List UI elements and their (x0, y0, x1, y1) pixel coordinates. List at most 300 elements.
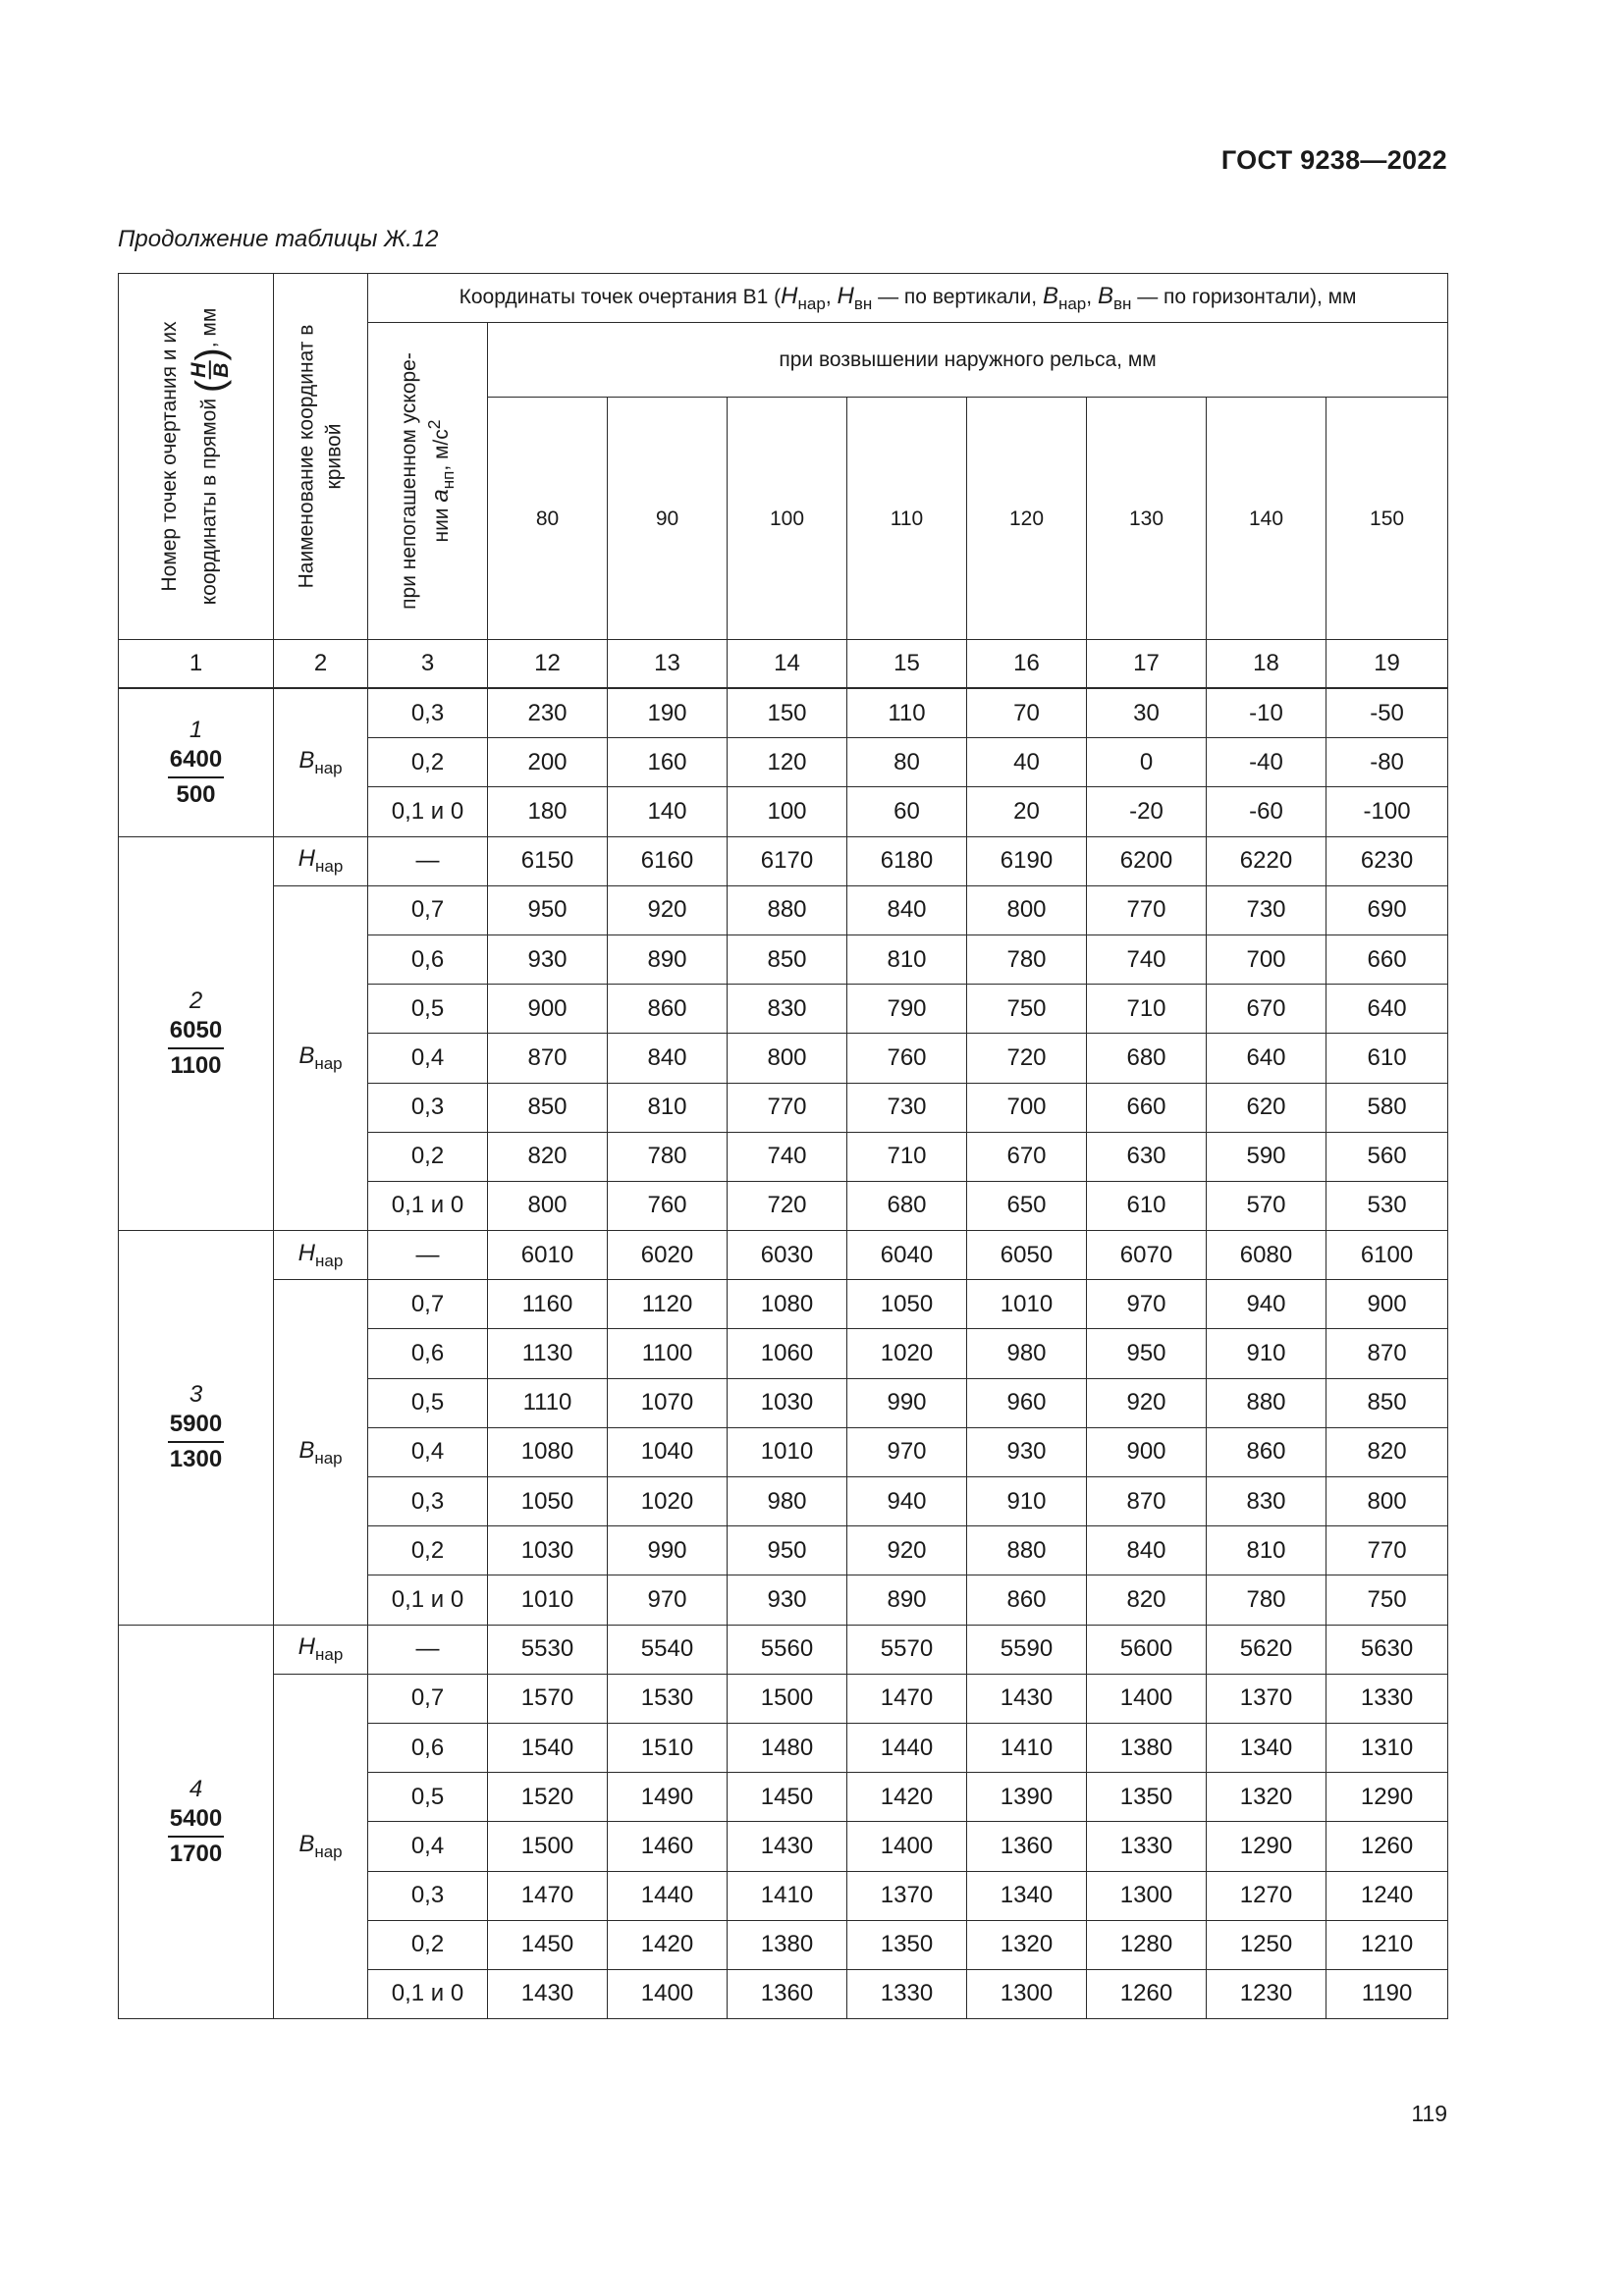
acceleration-cell: 0,3 (368, 1871, 488, 1920)
value-cell: 720 (728, 1181, 847, 1230)
coordinate-symbol (298, 845, 344, 877)
value-cell: 30 (1087, 689, 1207, 738)
value-cell: 920 (1087, 1378, 1207, 1427)
value-cell: 1260 (1087, 1969, 1207, 2018)
point-cell (119, 1231, 274, 1626)
value-cell: 5530 (488, 1625, 608, 1674)
value-cell: -60 (1207, 787, 1326, 836)
point-h-value: 6400 (168, 745, 224, 778)
value-cell: 530 (1326, 1181, 1448, 1230)
value-cell: 1430 (967, 1674, 1087, 1723)
value-cell: 1450 (728, 1773, 847, 1822)
value-cell: 870 (488, 1034, 608, 1083)
table-row (119, 836, 1448, 885)
value-cell: 800 (1326, 1477, 1448, 1526)
value-cell: 860 (608, 985, 728, 1034)
value-cell: 670 (967, 1132, 1087, 1181)
value-cell: 1330 (1087, 1822, 1207, 1871)
value-cell: 1120 (608, 1280, 728, 1329)
value-cell: 980 (967, 1329, 1087, 1378)
value-cell: 6230 (1326, 836, 1448, 885)
value-cell: 760 (608, 1181, 728, 1230)
value-cell: 1070 (608, 1378, 728, 1427)
acceleration-cell: 0,1 и 0 (368, 787, 488, 836)
acceleration-cell: — (368, 836, 488, 885)
table-row (119, 1231, 1448, 1280)
value-cell: 880 (1207, 1378, 1326, 1427)
value-cell: 1420 (608, 1920, 728, 1969)
value-cell: 840 (608, 1034, 728, 1083)
point-h-value: 5900 (168, 1410, 224, 1443)
acceleration-cell: 0,2 (368, 1526, 488, 1575)
value-cell: 770 (1326, 1526, 1448, 1575)
coordinate-letter: H (298, 845, 316, 873)
value-cell: 860 (967, 1575, 1087, 1625)
coordinate-label (274, 1625, 368, 1674)
page-number: 119 (1411, 2101, 1447, 2126)
coordinate-letter: B (298, 746, 315, 774)
coordinate-subscript: нар (315, 857, 344, 877)
coordinate-letter: B (298, 1831, 315, 1857)
value-cell: 620 (1207, 1083, 1326, 1132)
header-elevation-value: 140 (1207, 398, 1326, 640)
value-cell: 780 (608, 1132, 728, 1181)
value-cell: 1210 (1326, 1920, 1448, 1969)
value-cell: 1010 (967, 1280, 1087, 1329)
column-number: 15 (847, 640, 967, 688)
header-elevation-value: 150 (1326, 398, 1448, 640)
value-cell: 5540 (608, 1625, 728, 1674)
value-cell: 1100 (608, 1329, 728, 1378)
value-cell: 1160 (488, 1280, 608, 1329)
value-cell: 1300 (967, 1969, 1087, 2018)
value-cell: 6150 (488, 836, 608, 885)
value-cell: 960 (967, 1378, 1087, 1427)
coordinate-symbol (298, 1633, 344, 1665)
value-cell: 580 (1326, 1083, 1448, 1132)
coordinate-subscript: нар (315, 1645, 344, 1665)
value-cell: 950 (1087, 1329, 1207, 1378)
value-cell: 40 (967, 738, 1087, 787)
value-cell: 630 (1087, 1132, 1207, 1181)
value-cell: 770 (728, 1083, 847, 1132)
acceleration-cell: 0,6 (368, 1723, 488, 1772)
value-cell: 1290 (1326, 1773, 1448, 1822)
column-number: 17 (1087, 640, 1207, 688)
value-cell: 6160 (608, 836, 728, 885)
value-cell: 230 (488, 689, 608, 738)
value-cell: 870 (1326, 1329, 1448, 1378)
value-cell: 740 (1087, 934, 1207, 984)
value-cell: 5590 (967, 1625, 1087, 1674)
column-number: 18 (1207, 640, 1326, 688)
column-number: 3 (368, 640, 488, 688)
table-caption: Продолжение таблицы Ж.12 (118, 226, 439, 252)
value-cell: 830 (728, 985, 847, 1034)
value-cell: 1570 (488, 1674, 608, 1723)
point-number: 3 (189, 1381, 203, 1409)
acceleration-cell: — (368, 1625, 488, 1674)
value-cell: 190 (608, 689, 728, 738)
point-coordinates-fraction (168, 1804, 224, 1869)
value-cell: 1540 (488, 1723, 608, 1772)
point-b-value: 500 (176, 780, 216, 808)
coordinate-letter: B (298, 1436, 315, 1464)
value-cell: 770 (1087, 885, 1207, 934)
value-cell: 1340 (967, 1871, 1087, 1920)
value-cell: 1060 (728, 1329, 847, 1378)
acceleration-cell: 0,3 (368, 1083, 488, 1132)
table-row (119, 1280, 1448, 1329)
value-cell: 6220 (1207, 836, 1326, 885)
value-cell: 6170 (728, 836, 847, 885)
coordinate-label (274, 1231, 368, 1280)
value-cell: 5600 (1087, 1625, 1207, 1674)
acceleration-cell: 0,5 (368, 1378, 488, 1427)
value-cell: 1030 (728, 1378, 847, 1427)
value-cell: 150 (728, 689, 847, 738)
value-cell: 930 (488, 934, 608, 984)
value-cell: 750 (967, 985, 1087, 1034)
value-cell: 1030 (488, 1526, 608, 1575)
value-cell: 5560 (728, 1625, 847, 1674)
value-cell: 1250 (1207, 1920, 1326, 1969)
value-cell: 890 (847, 1575, 967, 1625)
value-cell: 1430 (488, 1969, 608, 2018)
value-cell: 950 (488, 885, 608, 934)
value-cell: -10 (1207, 689, 1326, 738)
value-cell: 1380 (1087, 1723, 1207, 1772)
value-cell: 640 (1326, 985, 1448, 1034)
value-cell: 1440 (847, 1723, 967, 1772)
value-cell: 610 (1326, 1034, 1448, 1083)
value-cell: 730 (847, 1083, 967, 1132)
value-cell: -80 (1326, 738, 1448, 787)
value-cell: 710 (1087, 985, 1207, 1034)
point-label (119, 1380, 273, 1474)
value-cell: 80 (847, 738, 967, 787)
coordinates-table (118, 273, 1448, 2019)
header-elevation-value: 120 (967, 398, 1087, 640)
value-cell: 60 (847, 787, 967, 836)
value-cell: 790 (847, 985, 967, 1034)
column-number: 16 (967, 640, 1087, 688)
value-cell: 6200 (1087, 836, 1207, 885)
value-cell: 1320 (1207, 1773, 1326, 1822)
value-cell: 670 (1207, 985, 1326, 1034)
acceleration-cell: — (368, 1231, 488, 1280)
value-cell: 840 (847, 885, 967, 934)
value-cell: 110 (847, 689, 967, 738)
value-cell: 1050 (847, 1280, 967, 1329)
value-cell: -40 (1207, 738, 1326, 787)
coordinate-symbol (298, 1239, 344, 1270)
header-point-number: Номер точек очертания и их координаты в прямой ( H B ), мм (119, 274, 274, 640)
value-cell: 1270 (1207, 1871, 1326, 1920)
point-coordinates-fraction (168, 1410, 224, 1474)
value-cell: 940 (1207, 1280, 1326, 1329)
value-cell: 1400 (847, 1822, 967, 1871)
coordinate-symbol (298, 746, 343, 777)
value-cell: 560 (1326, 1132, 1448, 1181)
value-cell: 590 (1207, 1132, 1326, 1181)
point-label (119, 1775, 273, 1869)
table-row (119, 1625, 1448, 1674)
value-cell: 1360 (728, 1969, 847, 2018)
acceleration-cell: 0,1 и 0 (368, 1181, 488, 1230)
value-cell: 1020 (847, 1329, 967, 1378)
value-cell: 6030 (728, 1231, 847, 1280)
value-cell: 1370 (1207, 1674, 1326, 1723)
column-number: 1 (119, 640, 274, 688)
coordinate-subscript: нар (315, 1251, 344, 1270)
coordinate-letter: H (298, 1239, 316, 1266)
acceleration-cell: 0,2 (368, 1132, 488, 1181)
value-cell: 970 (847, 1427, 967, 1476)
value-cell: 1110 (488, 1378, 608, 1427)
value-cell: 810 (847, 934, 967, 984)
acceleration-cell: 0,6 (368, 934, 488, 984)
value-cell: 6080 (1207, 1231, 1326, 1280)
value-cell: 970 (1087, 1280, 1207, 1329)
point-h-value: 6050 (168, 1016, 224, 1049)
value-cell: 810 (608, 1083, 728, 1132)
value-cell: 680 (1087, 1034, 1207, 1083)
value-cell: 1470 (488, 1871, 608, 1920)
value-cell: 810 (1207, 1526, 1326, 1575)
value-cell: 6190 (967, 836, 1087, 885)
acceleration-cell: 0,3 (368, 689, 488, 738)
value-cell: 0 (1087, 738, 1207, 787)
table-row (119, 1674, 1448, 1723)
value-cell: 850 (728, 934, 847, 984)
header-elevation-value: 130 (1087, 398, 1207, 640)
value-cell: 1240 (1326, 1871, 1448, 1920)
value-cell: 950 (728, 1526, 847, 1575)
value-cell: 100 (728, 787, 847, 836)
value-cell: 870 (1087, 1477, 1207, 1526)
value-cell: 1470 (847, 1674, 967, 1723)
value-cell: 610 (1087, 1181, 1207, 1230)
value-cell: 1420 (847, 1773, 967, 1822)
value-cell: 1290 (1207, 1822, 1326, 1871)
coordinate-symbol (298, 1831, 343, 1861)
value-cell: 1310 (1326, 1723, 1448, 1772)
coordinate-symbol (298, 1436, 343, 1468)
acceleration-cell: 0,6 (368, 1329, 488, 1378)
value-cell: 1370 (847, 1871, 967, 1920)
value-cell: 6010 (488, 1231, 608, 1280)
value-cell: 1350 (1087, 1773, 1207, 1822)
acceleration-cell: 0,4 (368, 1822, 488, 1871)
acceleration-cell: 0,4 (368, 1427, 488, 1476)
value-cell: 1330 (1326, 1674, 1448, 1723)
coordinate-label (274, 836, 368, 885)
value-cell: 990 (608, 1526, 728, 1575)
value-cell: 5570 (847, 1625, 967, 1674)
point-b-value: 1300 (169, 1446, 223, 1473)
table-row (119, 689, 1448, 738)
acceleration-cell: 0,7 (368, 1280, 488, 1329)
column-number: 12 (488, 640, 608, 688)
point-h-value: 5400 (168, 1804, 224, 1838)
value-cell: 1510 (608, 1723, 728, 1772)
value-cell: 930 (728, 1575, 847, 1625)
value-cell: 6180 (847, 836, 967, 885)
acceleration-cell: 0,3 (368, 1477, 488, 1526)
value-cell: 880 (967, 1526, 1087, 1575)
header-coordinate-name: Наименование координат в кривой (274, 274, 368, 640)
value-cell: 1080 (488, 1427, 608, 1476)
value-cell: 1400 (1087, 1674, 1207, 1723)
table-row (119, 885, 1448, 934)
value-cell: 1300 (1087, 1871, 1207, 1920)
value-cell: 6020 (608, 1231, 728, 1280)
value-cell: 120 (728, 738, 847, 787)
value-cell: 780 (967, 934, 1087, 984)
point-number: 1 (189, 716, 203, 743)
coordinate-label (274, 885, 368, 1230)
value-cell: 1390 (967, 1773, 1087, 1822)
value-cell: 880 (728, 885, 847, 934)
value-cell: 1330 (847, 1969, 967, 2018)
coordinate-symbol (298, 1042, 343, 1073)
header-elevation-value: 80 (488, 398, 608, 640)
value-cell: 690 (1326, 885, 1448, 934)
header-elevation-value: 90 (608, 398, 728, 640)
point-cell (119, 1625, 274, 2019)
value-cell: 910 (1207, 1329, 1326, 1378)
value-cell: 700 (1207, 934, 1326, 984)
point-b-value: 1700 (169, 1840, 223, 1867)
coordinate-subscript: нар (314, 758, 343, 777)
column-number: 13 (608, 640, 728, 688)
header-elevation-value: 100 (728, 398, 847, 640)
value-cell: 800 (967, 885, 1087, 934)
value-cell: 1430 (728, 1822, 847, 1871)
value-cell: 1480 (728, 1723, 847, 1772)
value-cell: -20 (1087, 787, 1207, 836)
value-cell: 940 (847, 1477, 967, 1526)
value-cell: 1280 (1087, 1920, 1207, 1969)
value-cell: 6070 (1087, 1231, 1207, 1280)
value-cell: 900 (1326, 1280, 1448, 1329)
value-cell: 970 (608, 1575, 728, 1625)
value-cell: 860 (1207, 1427, 1326, 1476)
value-cell: 70 (967, 689, 1087, 738)
value-cell: 200 (488, 738, 608, 787)
value-cell: 1380 (728, 1920, 847, 1969)
coordinate-label (274, 1674, 368, 2018)
value-cell: 720 (967, 1034, 1087, 1083)
value-cell: 1260 (1326, 1822, 1448, 1871)
value-cell: 1410 (967, 1723, 1087, 1772)
value-cell: 820 (1087, 1575, 1207, 1625)
value-cell: 800 (488, 1181, 608, 1230)
header-elevation-value: 110 (847, 398, 967, 640)
acceleration-cell: 0,5 (368, 985, 488, 1034)
value-cell: 1080 (728, 1280, 847, 1329)
value-cell: 1530 (608, 1674, 728, 1723)
acceleration-cell: 0,4 (368, 1034, 488, 1083)
coordinate-letter: B (298, 1042, 315, 1069)
coordinate-letter: H (298, 1633, 316, 1661)
value-cell: 1020 (608, 1477, 728, 1526)
value-cell: 1410 (728, 1871, 847, 1920)
value-cell: -100 (1326, 787, 1448, 836)
point-label (119, 987, 273, 1081)
coordinate-subscript: нар (314, 1448, 343, 1468)
document-standard-title: ГОСТ 9238—2022 (1220, 145, 1447, 175)
value-cell: 1440 (608, 1871, 728, 1920)
value-cell: 1460 (608, 1822, 728, 1871)
value-cell: 6100 (1326, 1231, 1448, 1280)
acceleration-cell: 0,2 (368, 1920, 488, 1969)
value-cell: 20 (967, 787, 1087, 836)
value-cell: 920 (608, 885, 728, 934)
value-cell: 760 (847, 1034, 967, 1083)
value-cell: 570 (1207, 1181, 1326, 1230)
acceleration-cell: 0,7 (368, 885, 488, 934)
point-coordinates-fraction (168, 1016, 224, 1081)
value-cell: 1490 (608, 1773, 728, 1822)
point-number: 2 (189, 987, 203, 1014)
value-cell: 850 (488, 1083, 608, 1132)
value-cell: 730 (1207, 885, 1326, 934)
coordinate-subscript: нар (314, 1842, 343, 1861)
value-cell: 160 (608, 738, 728, 787)
value-cell: 1350 (847, 1920, 967, 1969)
value-cell: 990 (847, 1378, 967, 1427)
value-cell: 700 (967, 1083, 1087, 1132)
value-cell: 920 (847, 1526, 967, 1575)
value-cell: 780 (1207, 1575, 1326, 1625)
value-cell: 750 (1326, 1575, 1448, 1625)
column-number: 2 (274, 640, 368, 688)
point-coordinates-fraction (168, 745, 224, 810)
value-cell: -50 (1326, 689, 1448, 738)
value-cell: 980 (728, 1477, 847, 1526)
point-cell (119, 836, 274, 1231)
value-cell: 660 (1326, 934, 1448, 984)
value-cell: 1320 (967, 1920, 1087, 1969)
value-cell: 1230 (1207, 1969, 1326, 2018)
value-cell: 740 (728, 1132, 847, 1181)
coordinate-label (274, 689, 368, 837)
value-cell: 650 (967, 1181, 1087, 1230)
header-acceleration: при непогашенном ускоре- нии $a_{нп}$, $м/с^2$ (368, 323, 488, 640)
point-cell (119, 689, 274, 837)
column-number: 19 (1326, 640, 1448, 688)
value-cell: 1450 (488, 1920, 608, 1969)
header-elevation: при возвышении наружного рельса, мм (488, 323, 1448, 398)
value-cell: 1010 (728, 1427, 847, 1476)
header-main: Координаты точек очертания В1 ($H_{нар}$, $H_{вн}$ — по вертикали, $B_{нар}$, $B_{вн}$ — по горизонтали), мм (368, 274, 1448, 323)
value-cell: 820 (488, 1132, 608, 1181)
acceleration-cell: 0,1 и 0 (368, 1575, 488, 1625)
value-cell: 890 (608, 934, 728, 984)
value-cell: 5620 (1207, 1625, 1326, 1674)
value-cell: 1190 (1326, 1969, 1448, 2018)
point-b-value: 1100 (170, 1051, 222, 1079)
value-cell: 1130 (488, 1329, 608, 1378)
value-cell: 180 (488, 787, 608, 836)
value-cell: 1050 (488, 1477, 608, 1526)
value-cell: 710 (847, 1132, 967, 1181)
value-cell: 850 (1326, 1378, 1448, 1427)
value-cell: 660 (1087, 1083, 1207, 1132)
value-cell: 930 (967, 1427, 1087, 1476)
